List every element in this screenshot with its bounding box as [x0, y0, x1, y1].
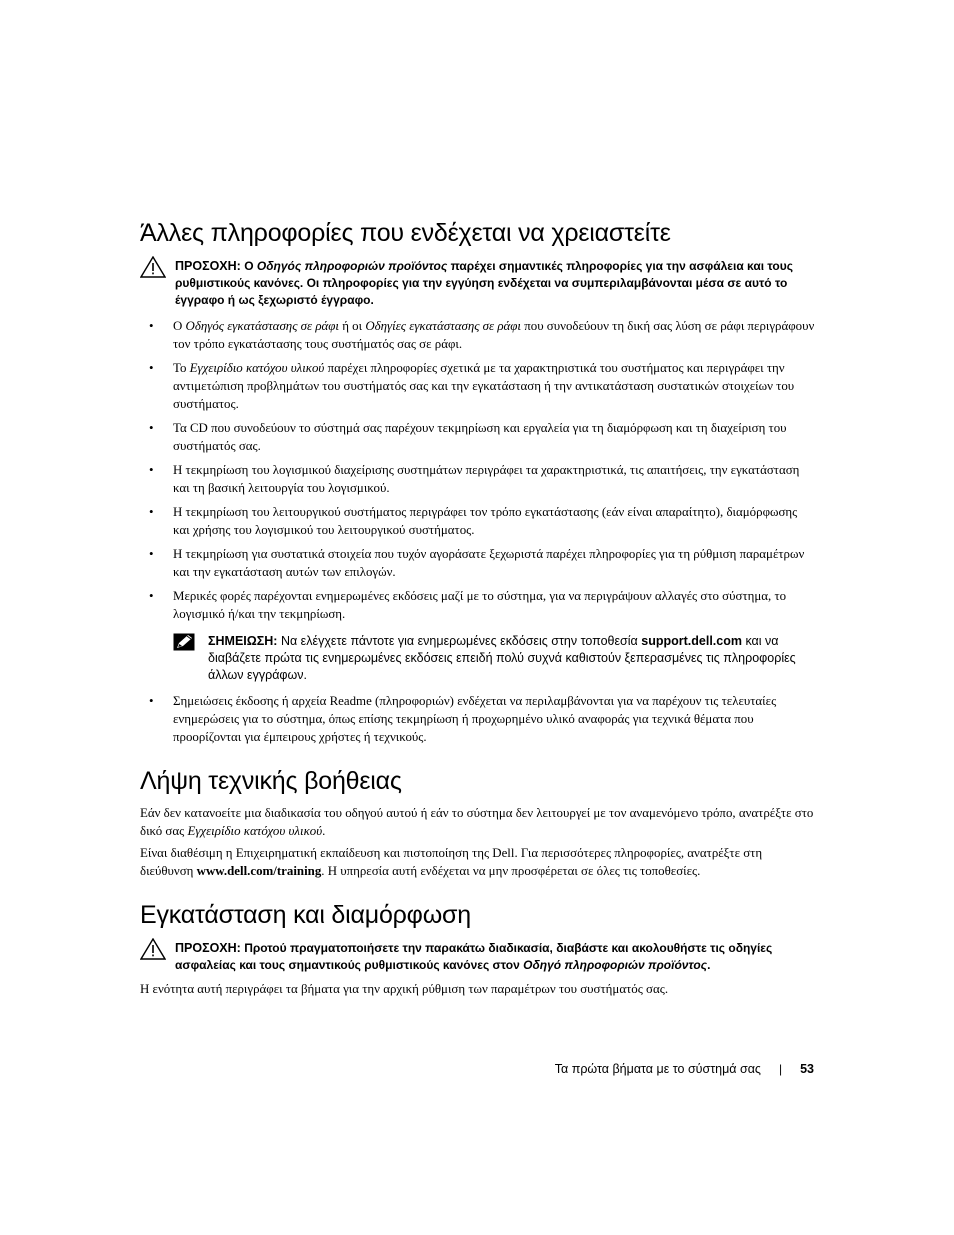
section-heading-tech-support: Λήψη τεχνικής βοήθειας [140, 767, 402, 795]
footer-title: Τα πρώτα βήματα με το σύστημά σας [554, 1062, 761, 1076]
document-page [140, 218, 816, 1002]
footer-separator: | [778, 1062, 783, 1076]
list-item: • Η τεκμηρίωση του λειτουργικού συστήματος περιγράφει τον τρόπο εγκατάστασης (εάν είναι απαραίτητο), διαμόρφωσης και χρήσης του λογισμικού του λειτουργικού συστήματος. [149, 505, 798, 537]
caution-pre: Ο [244, 259, 254, 273]
bullet-icon: • [149, 319, 154, 333]
section-heading-other-info: Άλλες πληροφορίες που ενδέχεται να χρειαστείτε [140, 219, 671, 247]
list-item: • Σημειώσεις έκδοσης ή αρχεία Readme (πληροφοριών) ενδέχεται να περιλαμβάνονται για να παρέχουν τις τελευταίες ενημερώσεις για το σύστημα, όπως επίσης τεκμηρίωση ή προχωρημένο υλικό αναφοράς για τεχνικά θέματα που προορίζονται για έμπειρους χρήστες ή τεχνικούς. [149, 694, 777, 744]
training-link[interactable]: www.dell.com/training [196, 864, 322, 878]
paragraph: Είναι διαθέσιμη η Επιχειρηματική εκπαίδευση και πιστοποίηση της Dell. Για περισσότερες πληροφορίες, ανατρέξτε στη διεύθυνση www.dell.com/training. Η υπηρεσία αυτή ενδέχεται να μην προσφέρεται σε όλες τις τοποθεσίες. [140, 846, 763, 878]
info-list [140, 317, 816, 623]
paragraph: Εάν δεν κατανοείτε μια διαδικασία του οδηγού αυτού ή εάν το σύστημα δεν λειτουργεί με τον αναμενόμενο τρόπο, ανατρέξτε στο δικό σας Εγχειρίδιο κατόχου υλικού. [140, 806, 814, 838]
list-item: • Το Εγχειρίδιο κατόχου υλικού παρέχει πληροφορίες σχετικά με τα χαρακτηριστικά του συστήματος και περιγράφει την αντιμετώπιση προβλημάτων του συστήματός σας και την εγκατάσταση ή την αντικατάσταση συστατικών στοιχείων του συστήματος. [149, 361, 795, 411]
caution-italic: Οδηγός πληροφοριών προϊόντος [256, 259, 448, 273]
caution-label: ΠΡΟΣΟΧΗ: [175, 259, 241, 273]
list-item: • Μερικές φορές παρέχονται ενημερωμένες εκδόσεις μαζί με το σύστημα, για να περιγράψουν αλλαγές στο σύστημα, το λογισμικό ή/και την τεκμηρίωση. [149, 589, 787, 621]
warning-triangle-icon [140, 256, 166, 278]
page-footer [555, 1062, 814, 1076]
caution-text: παρέχει σημαντικές πληροφορίες για την ασφάλεια και τους ρυθμιστικούς κανόνες. Οι πληροφορίες για την εγγύηση ενδέχεται να συμπεριλαμβάνονται μέσα σε αυτό το έγγραφο ή ως ξεχωριστό έγγραφο. [175, 259, 793, 307]
bullet-icon: • [149, 361, 154, 375]
bullet-icon: • [149, 421, 154, 435]
section-heading-setup: Εγκατάσταση και διαμόρφωση [140, 901, 471, 929]
caution-label: ΠΡΟΣΟΧΗ: [175, 941, 241, 955]
page-number: 53 [800, 1062, 814, 1076]
warning-triangle-icon [140, 938, 166, 960]
list-item: • Η τεκμηρίωση του λογισμικού διαχείρισης συστημάτων περιγράφει τα χαρακτηριστικά, τις απαιτήσεις, την εγκατάσταση και τη βασική λειτουργία του λογισμικού. [149, 463, 800, 495]
bullet-icon: • [149, 694, 154, 708]
note-notice: ΣΗΜΕΙΩΣΗ: Να ελέγχετε πάντοτε για ενημερωμένες εκδόσεις στην τοποθεσία support.dell.com και να διαβάζετε πρώτα τις ενημερωμένες εκδόσεις επειδή πολύ συχνά καθιστούν ξεπερασμένες τις πληροφορίες άλλων εγγράφων. [173, 633, 816, 684]
paragraph: Η ενότητα αυτή περιγράφει τα βήματα για την αρχική ρύθμιση των παραμέτρων του συστήματός σας. [140, 982, 669, 996]
list-item: • Η τεκμηρίωση για συστατικά στοιχεία που τυχόν αγοράσατε ξεχωριστά παρέχει πληροφορίες για τη ρύθμιση παραμέτρων και την εγκατάσταση αυτών των επιλογών. [149, 547, 805, 579]
bullet-icon: • [149, 463, 154, 477]
note-label: ΣΗΜΕΙΩΣΗ: [208, 634, 278, 648]
list-item: • Τα CD που συνοδεύουν το σύστημά σας παρέχουν τεκμηρίωση και εργαλεία για τη διαμόρφωση και τη διαχείριση του συστήματός σας. [149, 421, 787, 453]
caution-notice [140, 258, 816, 309]
info-list-continued [140, 692, 816, 746]
bullet-icon: • [149, 547, 154, 561]
bullet-icon: • [149, 589, 154, 603]
pencil-note-icon [173, 633, 195, 651]
list-item: • Ο Οδηγός εγκατάστασης σε ράφι ή οι Οδηγίες εγκατάστασης σε ράφι που συνοδεύουν τη δική σας λύση σε ράφι περιγράφουν τον τρόπο εγκατάστασης τους συστήματός σας σε ράφι. [149, 319, 815, 351]
bullet-icon: • [149, 505, 154, 519]
support-link[interactable]: support.dell.com [641, 634, 742, 648]
caution-notice: ΠΡΟΣΟΧΗ: Προτού πραγματοποιήσετε την παρακάτω διαδικασία, διαβάστε και ακολουθήστε τις οδηγίες ασφαλείας και τους σημαντικούς ρυθμιστικούς κανόνες στον Οδηγό πληροφοριών προϊόντος. [140, 940, 816, 974]
